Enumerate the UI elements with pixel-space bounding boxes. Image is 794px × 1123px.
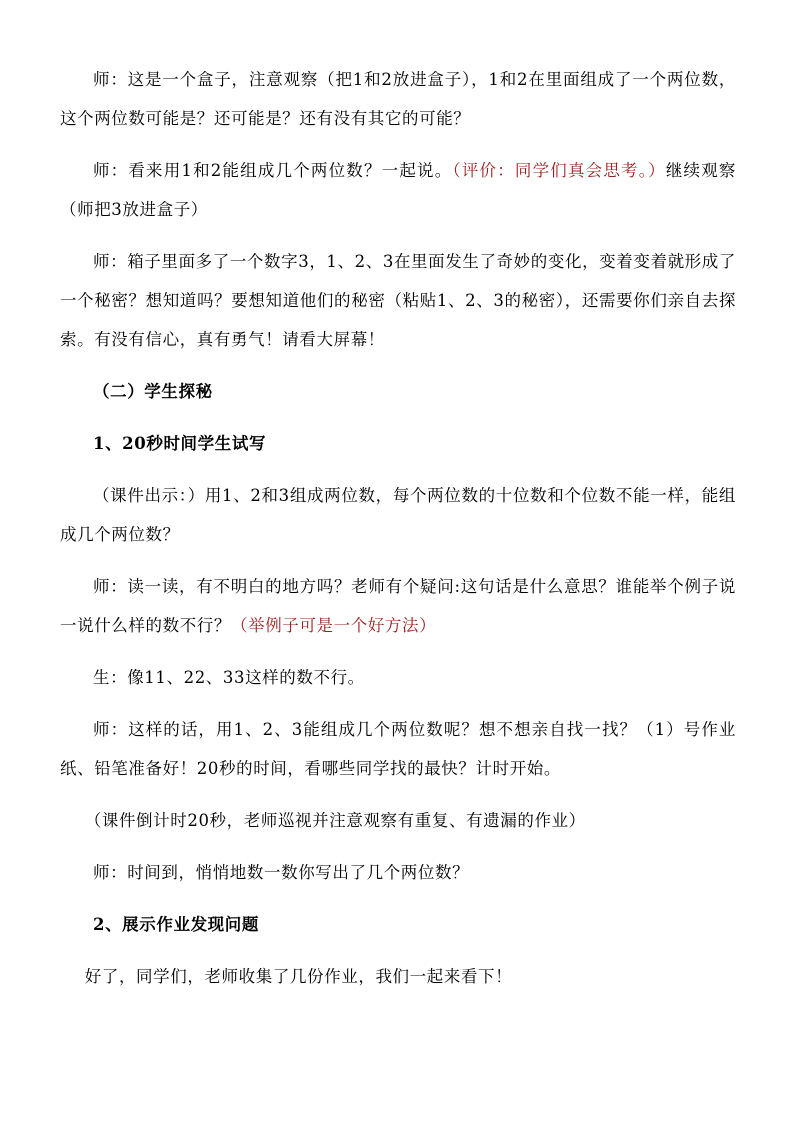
paragraph-teacher-secret <box>60 242 736 359</box>
heading-text: 2、展示作业发现问题 <box>93 915 259 934</box>
evaluation-note: （举例子可是一个好方法） <box>231 616 437 635</box>
text-segment: （课件出示：）用1、2和3组成两位数，每个两位数的十位数和个位数不能一样，能组成几个两位数？ <box>60 486 736 544</box>
section-heading-student-explore <box>60 372 736 411</box>
text-segment: 好了，同学们，老师收集了几份作业，我们一起来看下！ <box>84 967 513 986</box>
paragraph-student-answer <box>60 658 736 697</box>
evaluation-note: （评价：同学们真会思考。） <box>452 161 666 180</box>
paragraph-closing <box>60 957 736 996</box>
subsection-heading-trial-writing <box>60 424 736 463</box>
paragraph-teacher-question <box>60 567 736 645</box>
heading-text: 1、20秒时间学生试写 <box>93 434 267 453</box>
text-segment: 师：这是一个盒子，注意观察（把1和2放进盒子），1和2在里面组成了一个两位数，这个两位数可能是？还可能是？还有没有其它的可能？ <box>60 70 736 128</box>
text-segment: 生：像11、22、33这样的数不行。 <box>93 668 365 687</box>
subsection-heading-show-work <box>60 905 736 944</box>
heading-text: （二）学生探秘 <box>93 382 213 401</box>
paragraph-courseware-task <box>60 476 736 554</box>
text-segment: 师：这样的话，用1、2、3能组成几个两位数呢？想不想亲自找一找？（1）号作业纸、铅笔准备好！20秒的时间，看哪些同学找的最快？计时开始。 <box>60 720 736 778</box>
text-segment: 师：箱子里面多了一个数字3，1、2、3在里面发生了奇妙的变化，变着变着就形成了一个秘密？想知道吗？要想知道他们的秘密（粘贴1、2、3的秘密），还需要你们亲自去探索。有没有信心，真有勇气！请看大屏幕！ <box>60 252 736 349</box>
paragraph-teacher-combine <box>60 151 736 229</box>
text-segment: 继续观察（师把3放进盒子） <box>60 161 736 219</box>
paragraph-teacher-time-up <box>60 853 736 892</box>
text-segment: （课件倒计时20秒，老师巡视并注意观察有重复、有遗漏的作业） <box>84 811 586 830</box>
text-segment: 师：读一读，有不明白的地方吗？老师有个疑问:这句话是什么意思？谁能举个例子说一说什么样的数不行？ <box>60 577 736 635</box>
text-segment: 师：看来用1和2能组成几个两位数？一起说。 <box>93 161 453 180</box>
paragraph-teacher-timer <box>60 710 736 788</box>
paragraph-teacher-box <box>60 60 736 138</box>
text-segment: 师：时间到，悄悄地数一数你写出了几个两位数？ <box>93 863 470 882</box>
paragraph-countdown-note <box>60 801 736 840</box>
